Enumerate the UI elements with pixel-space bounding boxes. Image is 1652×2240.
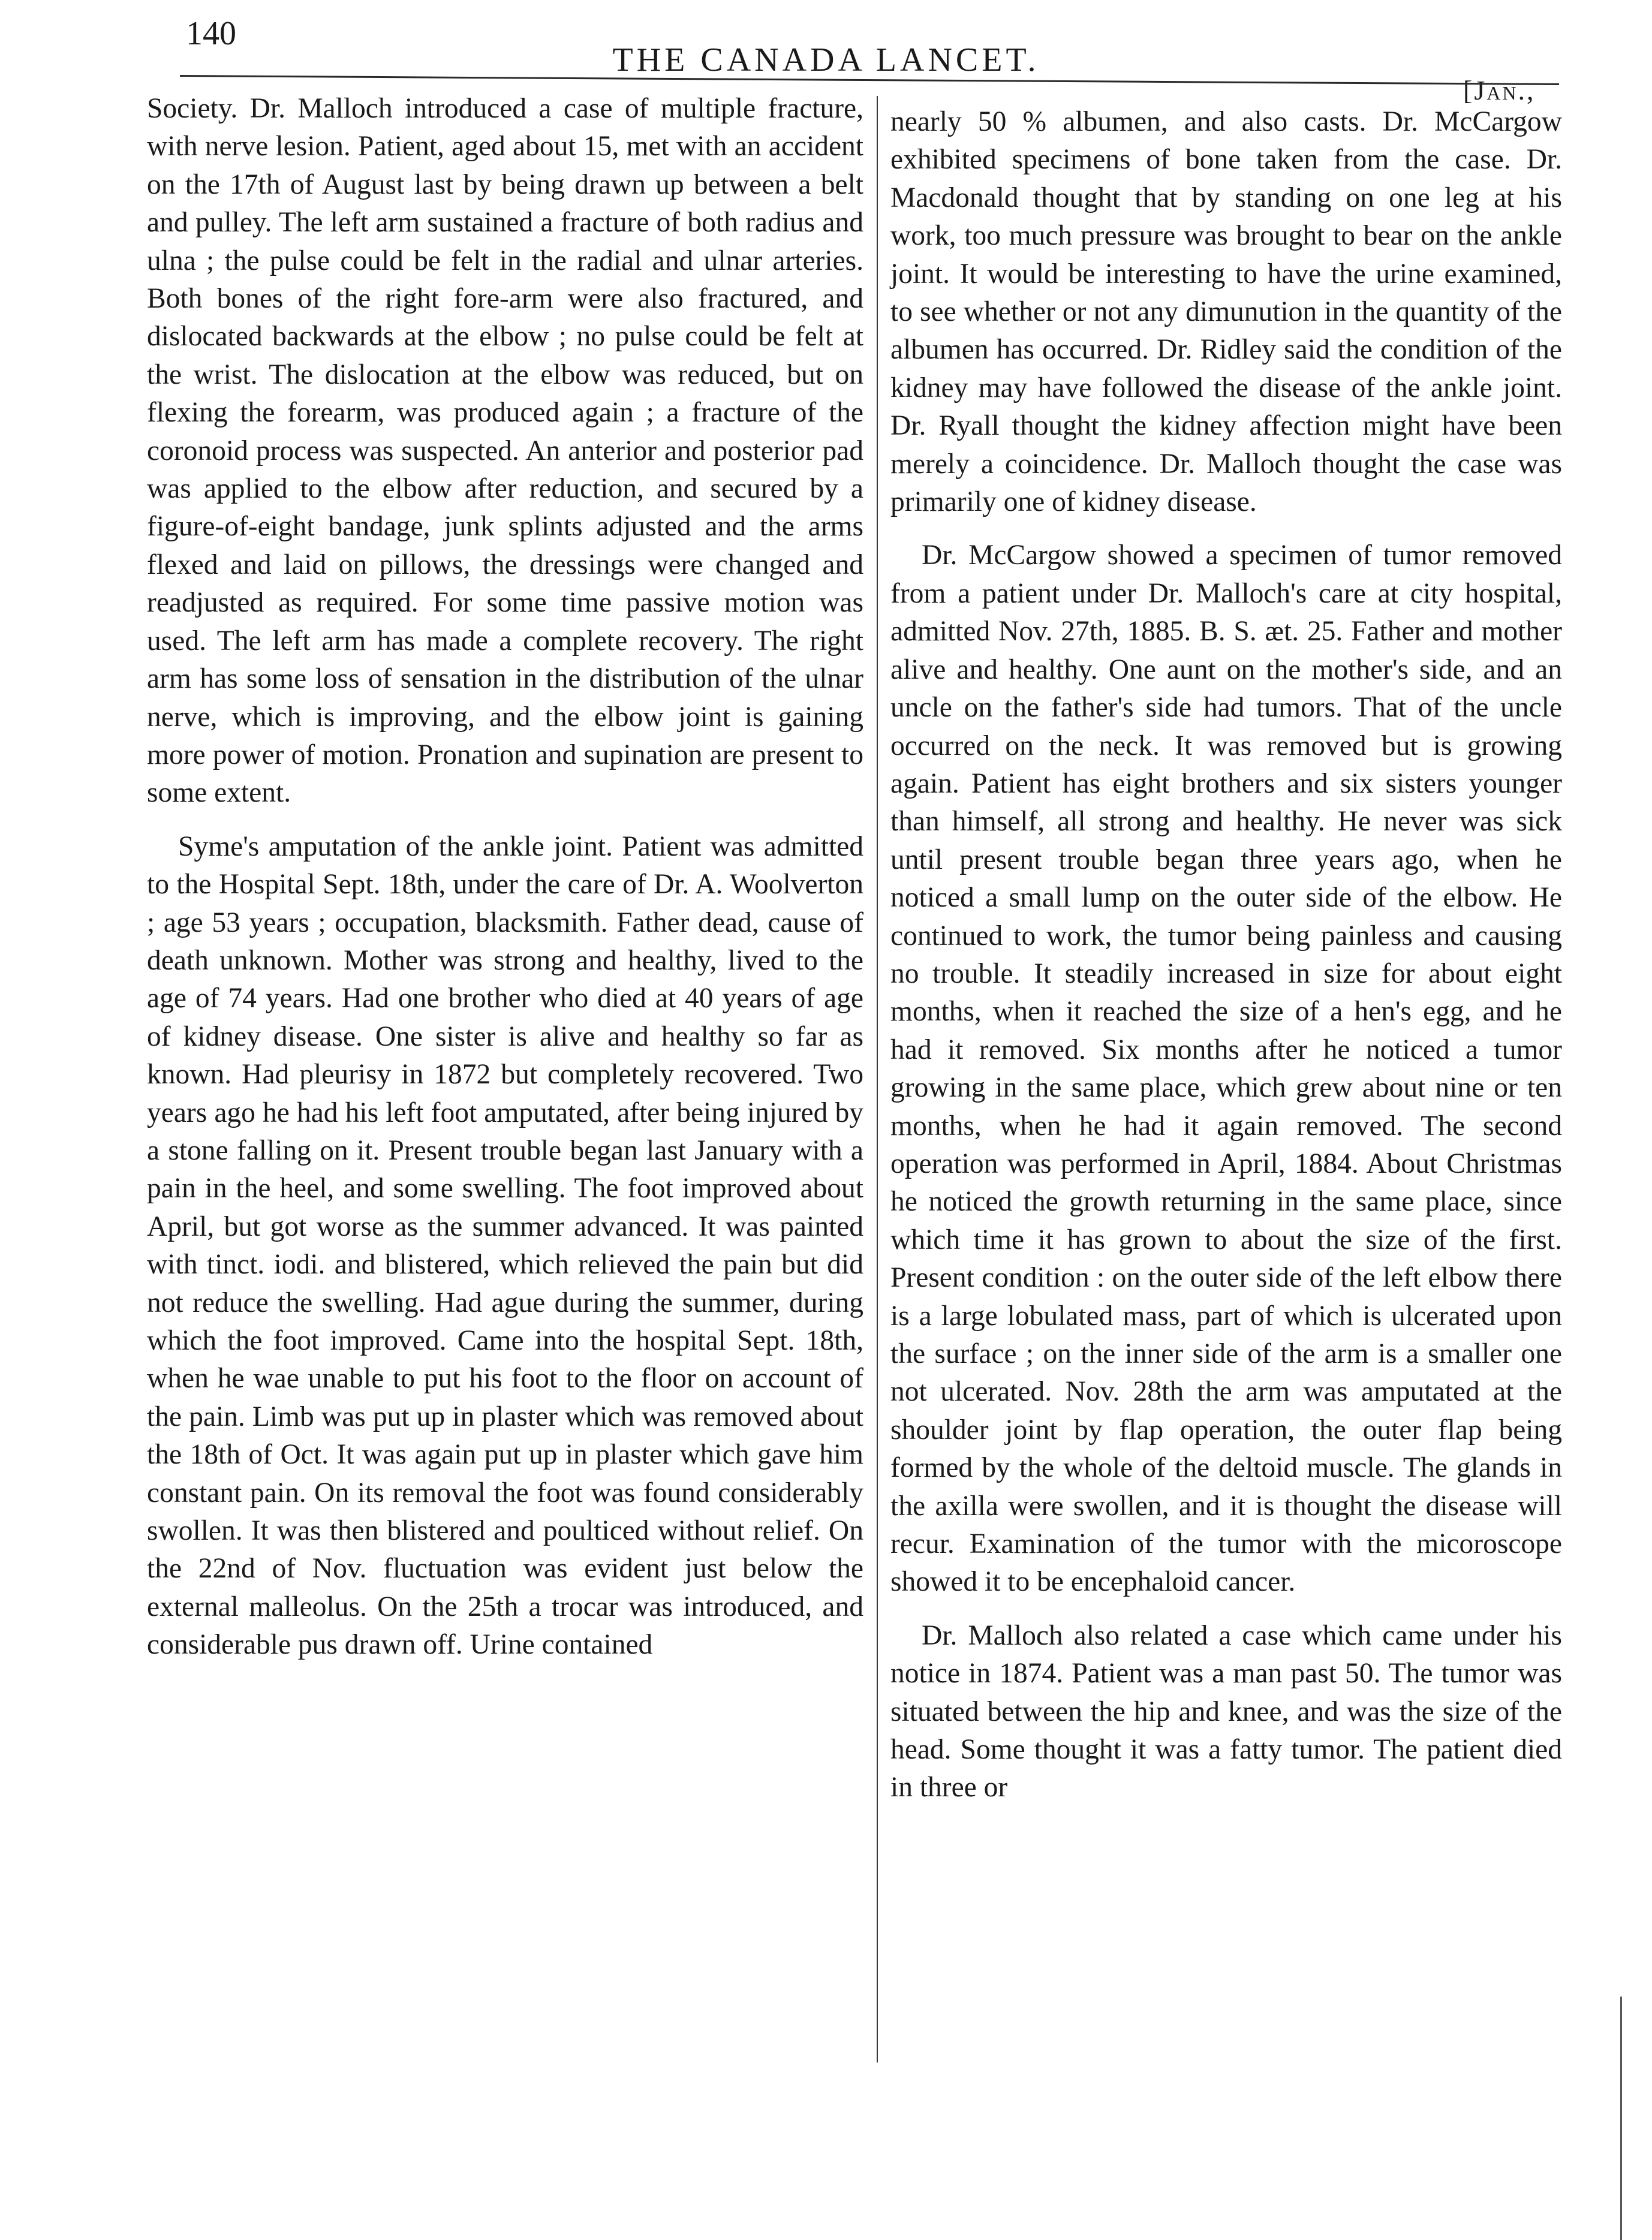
right-paragraph-1: nearly 50 % albumen, and also casts. Dr. McCargow exhibited specimens of bone taken from the case. Dr. Macdonald thought that by standing on one leg at his work, too much pressure was brought to bear on the ankle joint. It would be interesting to have the urine examined, to see whether or not any dimunution in the quantity of the albumen has occurred. Dr. Ridley said the condition of the kidney may have followed the disease of the ankle joint. Dr. Ryall thought the kidney affection might have been merely a coincidence. Dr. Malloch thought the case was primarily one of kidney disease. [890,106,1562,518]
right-paragraph-3: Dr. Malloch also related a case which came under his notice in 1874. Patient was a man past 50. The tumor was situated between the hip and knee, and was the size of the head. Some thought it was a fatty tumor. The patient died in three or [890,1619,1562,1804]
journal-title: THE CANADA LANCET. [612,41,1040,79]
left-column [147,90,863,1664]
page-number: 140 [186,15,236,52]
issue-month: [Jan., [1463,75,1536,106]
left-paragraph-1: Society. Dr. Malloch introduced a case of multiple fracture, with nerve lesion. Patient, aged about 15, met with an accident on the 17th of August last by being drawn up between a belt and pulley. The left arm sustained a fracture of both radius and ulna ; the pulse could be felt in the radial and ulnar arteries. Both bones of the right fore-arm were also fractured, and dislocated backwards at the elbow ; no pulse could be felt at the wrist. The dislocation at the elbow was reduced, but on flexing the forearm, was produced again ; a fracture of the coronoid process was suspected. An anterior and posterior pad was applied to the elbow after reduction, and secured by a figure-of-eight bandage, junk splints adjusted and the arms flexed and laid on pillows, the dressings were changed and readjusted as required. For some time passive motion was used. The left arm has made a complete recovery. The right arm has some loss of sensation in the distribution of the ulnar nerve, which is improving, and the elbow joint is gaining more power of motion. Pronation and supination are present to some extent. [147,93,863,809]
right-column [890,103,1562,1807]
column-divider [877,96,878,2063]
right-paragraph-2: Dr. McCargow showed a specimen of tumor removed from a patient under Dr. Malloch's care at city hospital, admitted Nov. 27th, 1885. B. S. æt. 25. Father and mother alive and healthy. One aunt on the mother's side, and an uncle on the father's side had tumors. That of the uncle occurred on the neck. It was removed but is growing again. Patient has eight brothers and six sisters younger than himself, all strong and healthy. He never was sick until present trouble began three years ago, when he noticed a small lump on the outer side of the elbow. He continued to work, the tumor being painless and causing no trouble. It steadily increased in size for about eight months, when it reached the size of a hen's egg, and he had it removed. Six months after he noticed a tumor growing in the same place, which grew about nine or ten months, when he had it again removed. The second operation was performed in April, 1884. About Christmas he noticed the growth returning in the same place, since which time it has grown to about the size of the first. Present condition : on the outer side of the left elbow there is a large lobulated mass, part of which is ulcerated upon the surface ; on the inner side of the arm is a smaller one not ulcerated. Nov. 28th the arm was amputated at the shoulder joint by flap operation, the outer flap being formed by the whole of the deltoid muscle. The glands in the axilla were swollen, and it is thought the disease will recur. Examination of the tumor with the micoroscope showed it to be encephaloid cancer. [890,540,1562,1598]
left-paragraph-2: Syme's amputation of the ankle joint. Patient was admitted to the Hospital Sept. 18th, under the care of Dr. A. Woolverton ; age 53 years ; occupation, blacksmith. Father dead, cause of death unknown. Mother was strong and healthy, lived to the age of 74 years. Had one brother who died at 40 years of age of kidney disease. One sister is alive and healthy so far as known. Had pleurisy in 1872 but completely recovered. Two years ago he had his left foot amputated, after being injured by a stone falling on it. Present trouble began last January with a pain in the heel, and some swelling. The foot improved about April, but got worse as the summer advanced. It was painted with tinct. iodi. and blistered, which relieved the pain but did not reduce the swelling. Had ague during the summer, during which the foot improved. Came into the hospital Sept. 18th, when he wae unable to put his foot to the floor on account of the pain. Limb was put up in plaster which was removed about the 18th of Oct. It was again put up in plaster which gave him constant pain. On its removal the foot was found considerably swollen. It was then blistered and poulticed without relief. On the 22nd of Nov. fluctuation was evident just below the external malleolus. On the 25th a trocar was introduced, and considerable pus drawn off. Urine contained [147,830,863,1661]
scan-edge-mark [1620,1997,1622,2240]
